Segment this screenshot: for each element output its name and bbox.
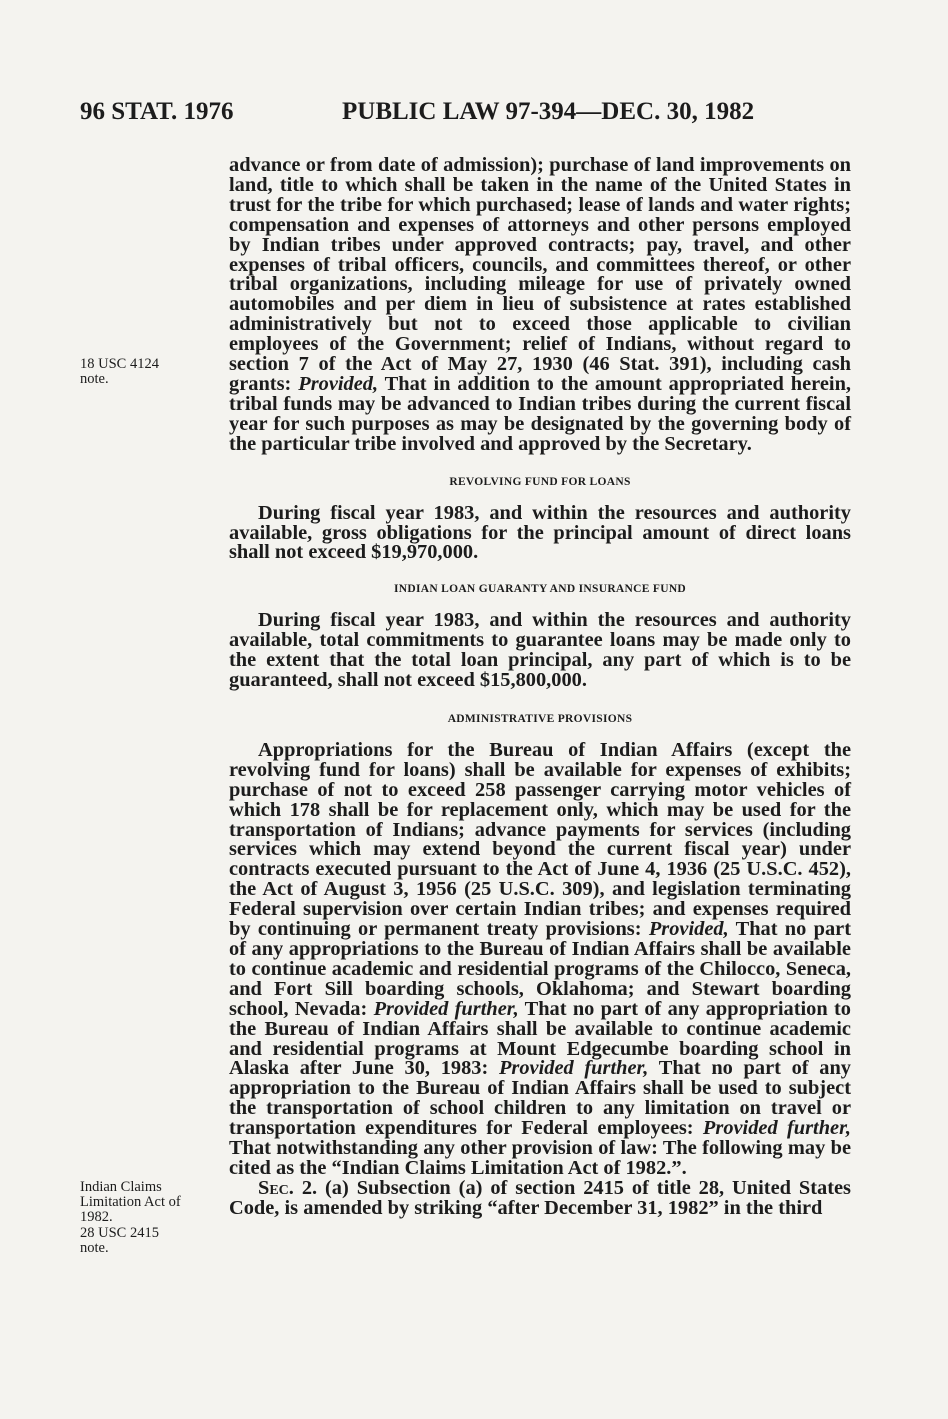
stat-page-number: 96 STAT. 1976	[80, 98, 234, 125]
margin-note-18-usc-4124: 18 USC 4124 note.	[80, 356, 159, 387]
running-title: PUBLIC LAW 97-394—DEC. 30, 1982	[342, 98, 755, 125]
heading-loan-guaranty: INDIAN LOAN GUARANTY AND INSURANCE FUND	[393, 583, 687, 596]
margin-note-28-usc-2415: 28 USC 2415 note.	[80, 1225, 159, 1256]
paragraph-loan-guaranty: During fiscal year 1983, and within the resources and authority available, total commitments to guarantee loans may be made only to the extent that the total loan principal, any part of which is to be guaranteed, shall not exceed $15,800,000.	[229, 609, 851, 692]
page-header	[80, 98, 870, 138]
paragraph-section-2: Sec. 2. (a) Subsection (a) of section 2415 of title 28, United States Code, is amended by striking “after December 31, 1982” in the third	[229, 1176, 851, 1219]
paragraph-tribal-purposes: advance or from date of admission); purchase of land improvements on land, title to which shall be taken in the name of the United States in trust for the tribe for which purchased; lease of lands and water rights; compensation and expenses of attorneys and other persons employed by Indian tribes under approved contracts; pay, travel, and other expenses of tribal officers, councils, and committees thereof, or other tribal organizations, including mileage for use of privately owned automobiles and per diem in lieu of subsistence at rates established administratively but not to exceed those applicable to civilian employees of the Government; relief of Indians, without regard to section 7 of the Act of May 27, 1930 (46 Stat. 391), including cash grants: Provided, That in addition to the amount appropriated herein, tribal funds may be advanced to Indian tribes during the current fiscal year for such purposes as may be designated by the governing body of the particular tribe involved and approved by the Secretary.	[229, 154, 852, 455]
heading-administrative-provisions: ADMINISTRATIVE PROVISIONS	[447, 712, 633, 725]
paragraph-revolving-fund: During fiscal year 1983, and within the resources and authority available, gross obligations for the principal amount of direct loans shall not exceed $19,970,000.	[229, 501, 851, 564]
main-text-column	[229, 156, 851, 1219]
margin-note-claims-act: Indian Claims Limitation Act of 1982.	[80, 1179, 181, 1225]
paragraph-administrative-provisions: Appropriations for the Bureau of Indian Affairs (except the revolving fund for loans) shall be available for expenses of exhibits; purchase of not to exceed 258 passenger carrying motor vehicles of which 178 shall be for replacement only, which may be used for the transportation of Indians; advance payments for services (including services which may extend beyond the current fiscal year) under contracts executed pursuant to the Act of June 4, 1936 (25 U.S.C. 452), the Act of August 3, 1956 (25 U.S.C. 309), and legislation terminating Federal supervision over certain Indian tribes; and expenses required by continuing or permanent treaty provisions: Provided, That no part of any appropriations to the Bureau of Indian Affairs shall be available to continue academic and residential programs of the Chilocco, Seneca, and Fort Sill boarding schools, Oklahoma; and Stewart boarding school, Nevada: Provided further, That no part of any appropriation to the Bureau of Indian Affairs shall be available to continue academic and residential programs at Mount Edgecumbe boarding school in Alaska after June 30, 1983: Provided further, That no part of any appropriation to the Bureau of Indian Affairs shall be used to subject the transportation of school children to any limitation on travel or transportation expenditures for Federal employees: Provided further, That notwithstanding any other provision of law: The following may be cited as the “Indian Claims Limitation Act of 1982.”.	[229, 738, 851, 1179]
heading-revolving-fund: REVOLVING FUND FOR LOANS	[449, 475, 631, 488]
